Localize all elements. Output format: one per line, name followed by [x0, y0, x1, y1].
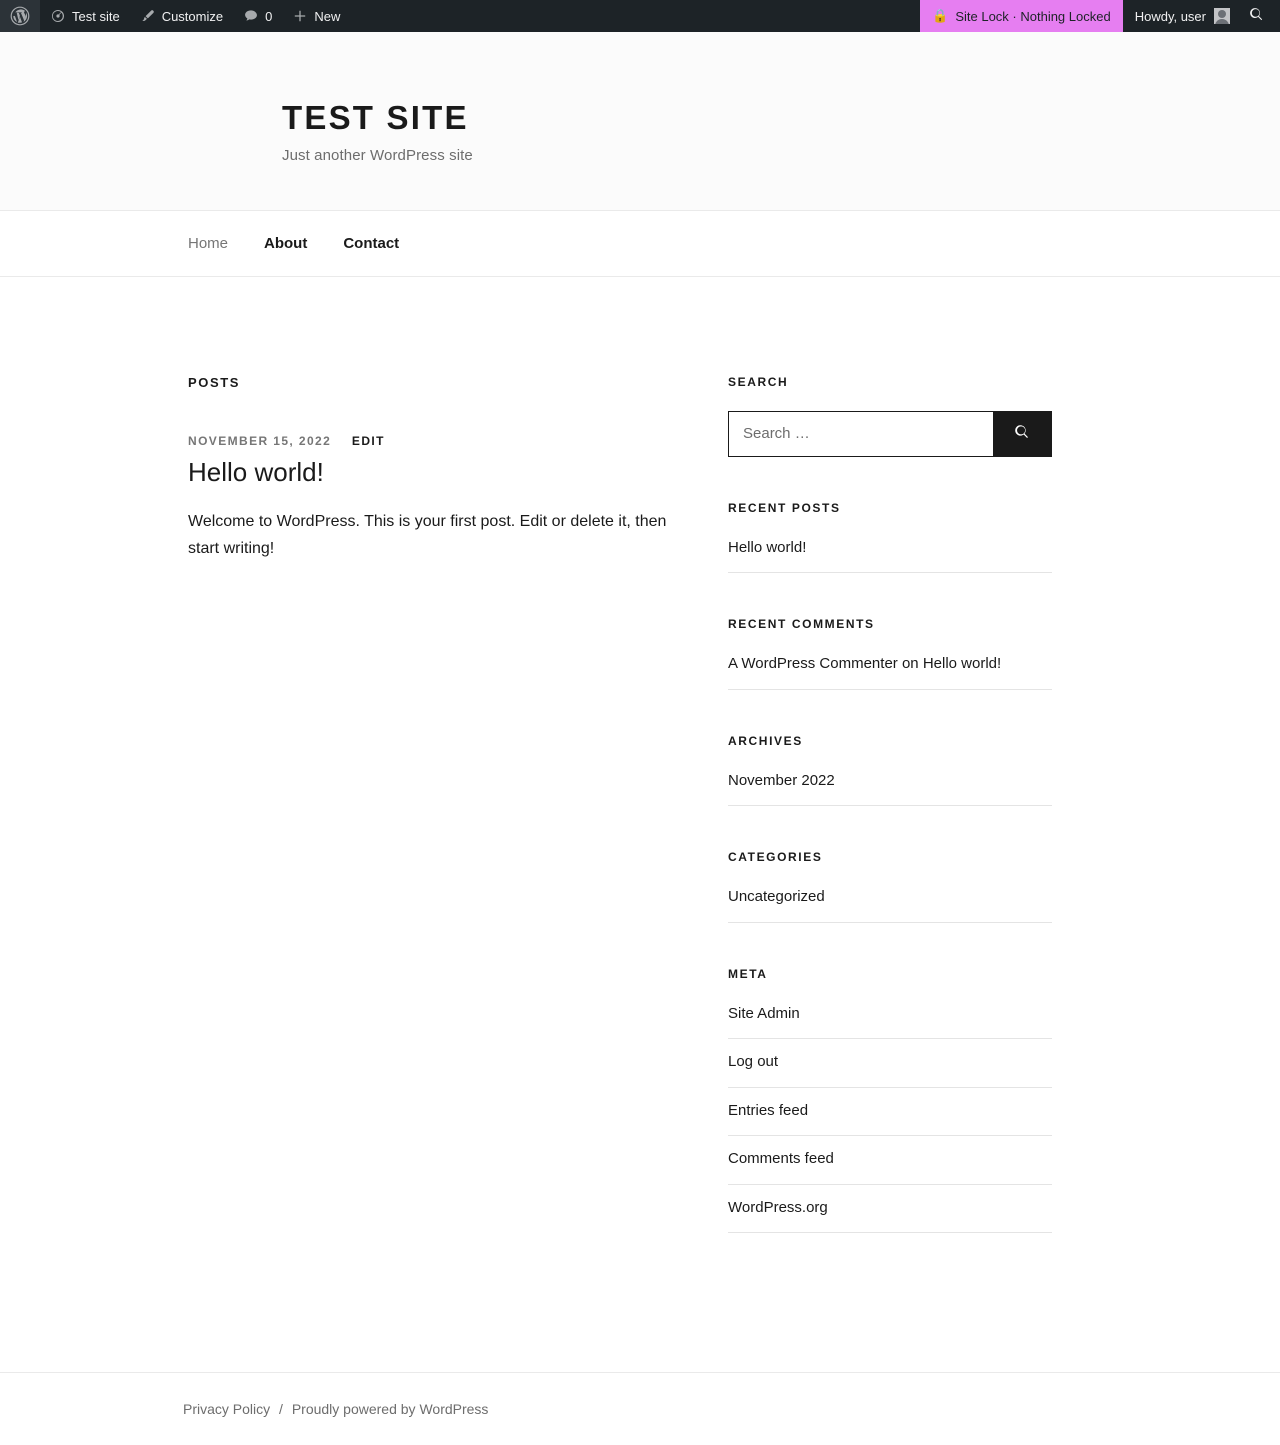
- footer-privacy-policy-link[interactable]: Privacy Policy: [183, 1401, 271, 1417]
- primary-column: [188, 375, 728, 1278]
- posts-heading: POSTS: [188, 374, 241, 390]
- site-branding: [282, 98, 1186, 164]
- adminbar-customize[interactable]: [130, 0, 233, 32]
- nav-item-home[interactable]: [188, 235, 228, 253]
- nav-item-contact[interactable]: [343, 235, 399, 253]
- adminbar-comments[interactable]: [233, 0, 282, 32]
- admin-bar: [0, 0, 1280, 32]
- widget-title-recent-comments: RECENT COMMENTS: [728, 617, 875, 632]
- comment-bubble-icon: [243, 8, 259, 24]
- site-title-link[interactable]: TEST SITE: [282, 99, 469, 136]
- footer-wordpress-link[interactable]: WordPress: [419, 1401, 489, 1417]
- list-item[interactable]: [728, 1148, 1052, 1185]
- recent-comments-list: [728, 653, 1052, 690]
- archives-list: [728, 770, 1052, 807]
- widget-meta: [728, 967, 1052, 1234]
- meta-list: [728, 1003, 1052, 1234]
- adminbar-spacer: [350, 0, 920, 32]
- meta-link-entries-feed[interactable]: Entries feed: [728, 1101, 809, 1119]
- categories-list: [728, 886, 1052, 923]
- meta-link-comments-feed[interactable]: Comments feed: [728, 1150, 834, 1168]
- archive-link[interactable]: November 2022: [728, 771, 835, 789]
- dashboard-icon: [50, 8, 66, 24]
- adminbar-site-name[interactable]: [40, 0, 130, 32]
- widget-recent-posts: [728, 501, 1052, 574]
- post-title-link[interactable]: Hello world!: [188, 456, 324, 487]
- avatar: [1214, 8, 1230, 24]
- adminbar-wp-logo[interactable]: [0, 0, 40, 32]
- list-item[interactable]: [728, 770, 1052, 807]
- footer-credit-prefix: Proudly powered by: [291, 1401, 416, 1417]
- page-title: [282, 98, 1186, 138]
- nav-link-about[interactable]: About: [264, 234, 308, 252]
- adminbar-customize-label: Customize: [161, 8, 224, 24]
- adminbar-site-name-label: Test site: [72, 8, 120, 24]
- search-icon: [1013, 423, 1032, 445]
- list-item[interactable]: [728, 886, 1052, 923]
- footer-separator: /: [279, 1401, 283, 1417]
- nav-link-home[interactable]: Home: [188, 234, 229, 252]
- plus-icon: [292, 8, 308, 24]
- post-article: [188, 434, 688, 563]
- site-footer: [0, 1372, 1280, 1417]
- site-description: Just another WordPress site: [282, 146, 473, 164]
- post-meta: [188, 434, 688, 448]
- widget-title-recent-posts: RECENT POSTS: [728, 500, 841, 515]
- comment-on-word: on: [901, 655, 919, 673]
- site-header-wrap: [94, 98, 1186, 164]
- site-header: [0, 32, 1280, 211]
- adminbar-comments-count: 0: [265, 8, 273, 24]
- adminbar-site-lock[interactable]: [920, 0, 1123, 32]
- nav-link-contact[interactable]: Contact: [343, 234, 400, 252]
- meta-link-log-out[interactable]: Log out: [728, 1053, 779, 1071]
- post-date-link[interactable]: NOVEMBER 15, 2022: [188, 433, 332, 448]
- nav-list: [188, 211, 1280, 277]
- widget-recent-comments: [728, 617, 1052, 690]
- lock-icon: 🔒: [932, 8, 949, 23]
- list-item[interactable]: [728, 1003, 1052, 1040]
- paintbrush-icon: [140, 8, 156, 24]
- widget-title-meta: META: [728, 966, 768, 981]
- list-item[interactable]: [728, 1100, 1052, 1137]
- recent-posts-list: [728, 537, 1052, 574]
- list-item[interactable]: [728, 653, 1052, 690]
- comment-post-link[interactable]: Hello world!: [922, 655, 1002, 673]
- nav-item-about[interactable]: [264, 235, 307, 253]
- widget-search: [728, 375, 1052, 457]
- site-lock-label: Site Lock · Nothing Locked: [955, 8, 1111, 24]
- post-title: [188, 456, 688, 490]
- adminbar-new-content[interactable]: [282, 0, 350, 32]
- category-link[interactable]: Uncategorized: [728, 888, 825, 906]
- widget-title-search: SEARCH: [728, 374, 789, 389]
- content-area: [188, 277, 1092, 1278]
- list-item[interactable]: [728, 537, 1052, 574]
- search-submit-button[interactable]: [993, 412, 1051, 456]
- post-excerpt: Welcome to WordPress. This is your first post. Edit or delete it, then start writing!: [188, 513, 667, 557]
- widget-archives: [728, 734, 1052, 807]
- post-content: [188, 509, 688, 562]
- comment-author: A WordPress Commenter: [728, 655, 898, 673]
- list-item[interactable]: [728, 1051, 1052, 1088]
- main-navigation: [0, 211, 1280, 277]
- search-form: [728, 411, 1052, 457]
- meta-link-site-admin[interactable]: Site Admin: [728, 1004, 800, 1022]
- meta-link-wordpress-org[interactable]: WordPress.org: [728, 1198, 828, 1216]
- widget-categories: [728, 850, 1052, 923]
- footer-credits: [183, 1401, 1280, 1417]
- widget-title-archives: ARCHIVES: [728, 733, 803, 748]
- search-input[interactable]: [729, 412, 993, 456]
- list-item[interactable]: [728, 1197, 1052, 1234]
- howdy-label: Howdy, user: [1134, 8, 1206, 24]
- adminbar-my-account[interactable]: [1123, 0, 1240, 32]
- widget-title-categories: CATEGORIES: [728, 850, 823, 865]
- adminbar-new-label: New: [314, 8, 341, 24]
- search-icon: [1248, 6, 1266, 27]
- recent-post-link[interactable]: Hello world!: [728, 538, 807, 556]
- sidebar: [728, 375, 1052, 1278]
- post-edit-link[interactable]: EDIT: [351, 433, 385, 448]
- wordpress-logo-icon: [10, 6, 30, 26]
- adminbar-search-toggle[interactable]: [1240, 0, 1280, 32]
